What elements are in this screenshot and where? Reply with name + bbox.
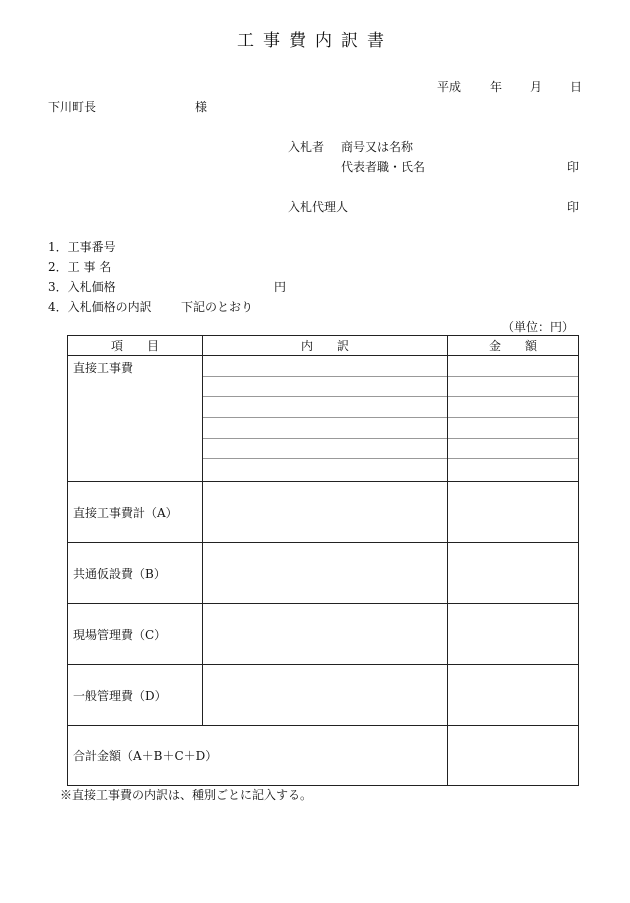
date-year: 年 bbox=[490, 80, 503, 94]
table-row bbox=[68, 543, 579, 604]
item-4 bbox=[48, 298, 152, 315]
row-label-common-temporary: 共通仮設費（B） bbox=[68, 543, 203, 604]
addressee-honorific: 様 bbox=[195, 100, 208, 114]
item-label: 工事番号 bbox=[67, 240, 116, 254]
table-row bbox=[68, 726, 579, 786]
item-label: 入札価格の内訳 bbox=[67, 300, 152, 314]
breakdown-cell[interactable] bbox=[203, 356, 448, 482]
amount-cell[interactable] bbox=[448, 356, 579, 482]
date-day: 日 bbox=[570, 80, 583, 94]
page-title: 工事費内訳書 bbox=[237, 31, 393, 51]
agent-seal-mark: 印 bbox=[567, 200, 580, 214]
row-label-site-management: 現場管理費（C） bbox=[68, 604, 203, 665]
item-1 bbox=[48, 238, 116, 255]
date-month: 月 bbox=[530, 80, 543, 94]
header-amount: 金 額 bbox=[448, 336, 579, 356]
row-label-direct-cost: 直接工事費 bbox=[68, 356, 203, 482]
amount-cell[interactable] bbox=[448, 543, 579, 604]
row-label-direct-total: 直接工事費計（A） bbox=[68, 482, 203, 543]
amount-cell[interactable] bbox=[448, 482, 579, 543]
item-3 bbox=[48, 278, 116, 295]
table-row bbox=[68, 356, 579, 482]
agent-label: 入札代理人 bbox=[288, 200, 349, 214]
header-item: 項 目 bbox=[68, 336, 203, 356]
item-4-note: 下記のとおり bbox=[181, 300, 254, 314]
header-breakdown: 内 訳 bbox=[203, 336, 448, 356]
date-era: 平成 bbox=[437, 80, 462, 94]
item-2 bbox=[48, 258, 111, 275]
item-label: 入札価格 bbox=[67, 280, 116, 294]
representative-label: 代表者職・氏名 bbox=[341, 160, 426, 174]
breakdown-cell[interactable] bbox=[203, 482, 448, 543]
table-row bbox=[68, 482, 579, 543]
row-label-total: 合計金額（A＋B＋C＋D） bbox=[68, 726, 448, 786]
row-label-general-management: 一般管理費（D） bbox=[68, 665, 203, 726]
company-label: 商号又は名称 bbox=[341, 140, 414, 154]
bidder-label: 入札者 bbox=[288, 140, 325, 154]
seal-mark: 印 bbox=[567, 160, 580, 174]
breakdown-cell[interactable] bbox=[203, 543, 448, 604]
table-row bbox=[68, 665, 579, 726]
breakdown-table bbox=[67, 335, 579, 786]
unit-note: （単位：円） bbox=[501, 320, 574, 334]
item-number: 4． bbox=[48, 300, 68, 314]
table-row bbox=[68, 604, 579, 665]
item-label: 工 事 名 bbox=[67, 260, 112, 274]
amount-cell[interactable] bbox=[448, 665, 579, 726]
amount-cell[interactable] bbox=[448, 726, 579, 786]
breakdown-cell[interactable] bbox=[203, 604, 448, 665]
yen-unit: 円 bbox=[274, 280, 287, 294]
breakdown-cell[interactable] bbox=[203, 665, 448, 726]
item-number: 2． bbox=[48, 260, 68, 274]
table-header-row bbox=[68, 336, 579, 356]
footnote: ※直接工事費の内訳は、種別ごとに記入する。 bbox=[60, 788, 313, 802]
item-number: 1． bbox=[48, 240, 68, 254]
amount-cell[interactable] bbox=[448, 604, 579, 665]
addressee-name: 下川町長 bbox=[48, 100, 97, 114]
item-number: 3． bbox=[48, 280, 68, 294]
